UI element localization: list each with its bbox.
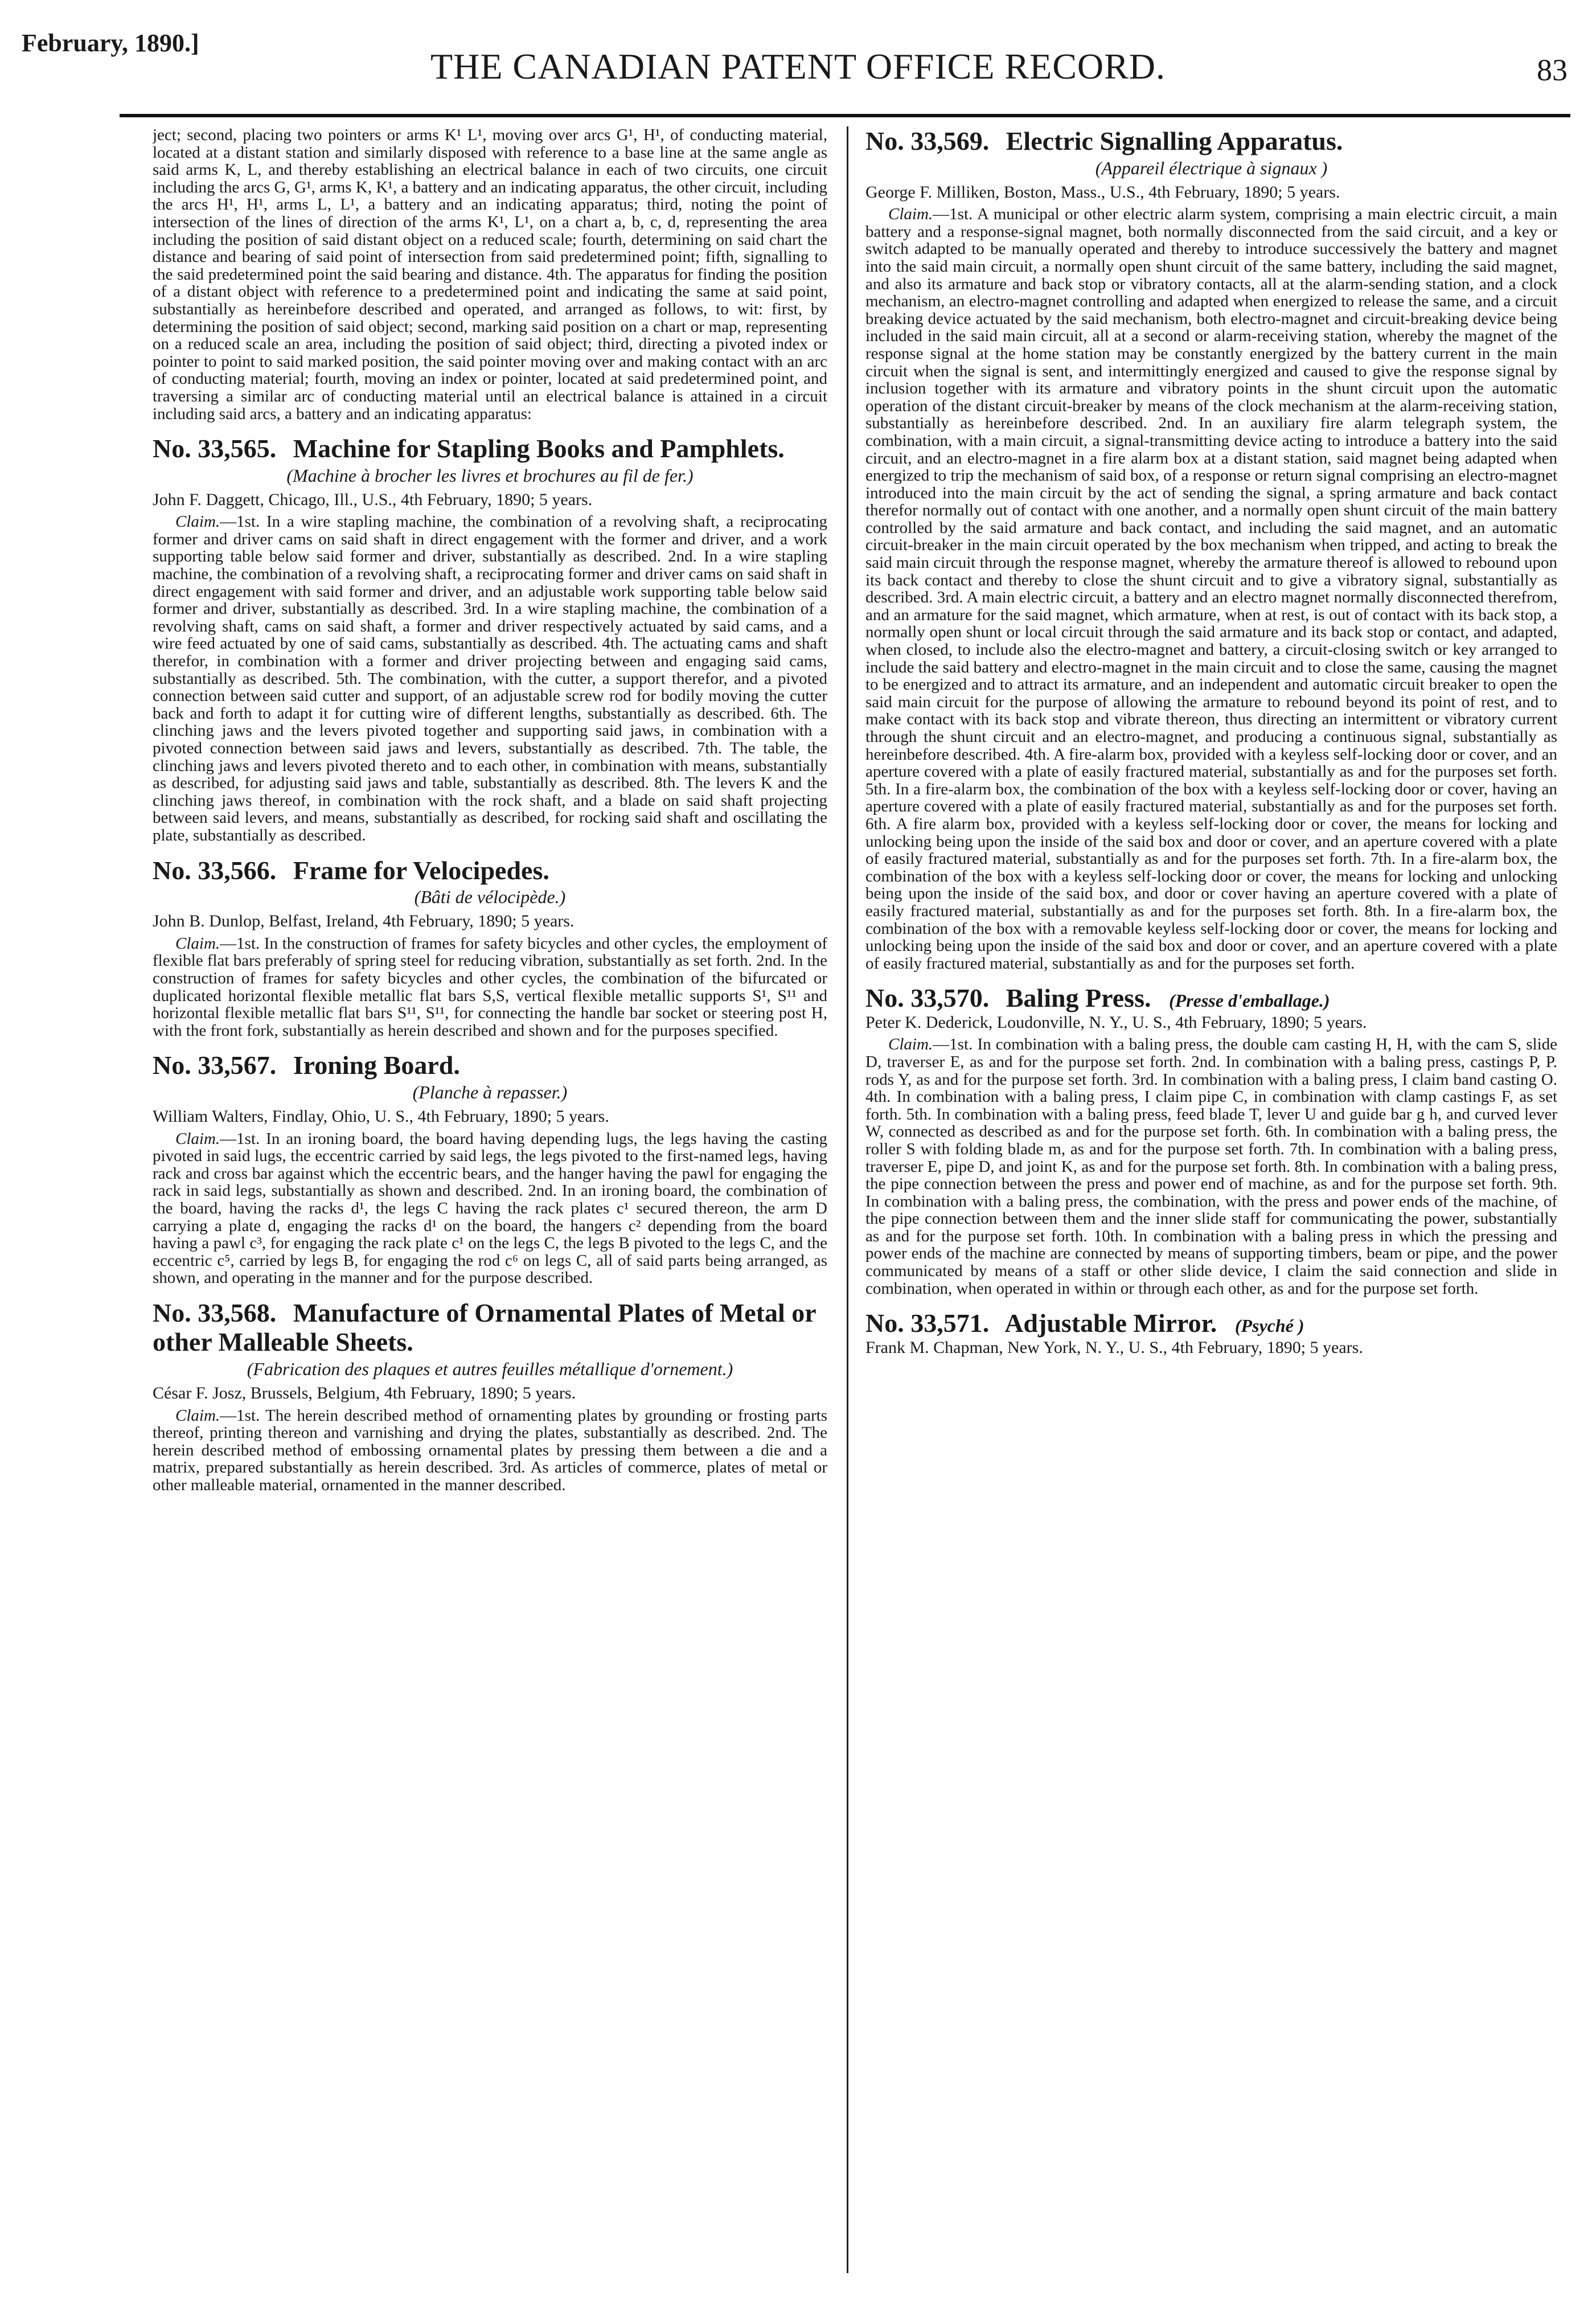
patent-number: No. 33,567.: [153, 1051, 277, 1080]
claim-text: —1st. In a wire stapling machine, the combination of a revolving shaft, a reciprocating former and driver cams on said shaft in direct engagement with the former and driver, and a work supporting table below said former and driver, substantially as described. 2nd. In a wire stapling machine, the combination of a revolving shaft, a reciprocating former and driver cams on said shaft in direct engagement with said former and driver, and an adjustable work supporting table below said former and driver, substantially as described. 3rd. In a wire stapling machine, the combination of a revolving shaft, cams on said shaft, a former and driver respectively actuated by said cams, and a wire feed actuated by one of said cams, substantially as described. 4th. The actuating cams and shaft therefor, in combination with a former and driver projecting between and engaging said cams, substantially as described. 5th. The combination, with the cutter, a support therefor, and a pivoted connection between said cutter and support, of an adjustable screw rod for bodily moving the cutter back and forth to adapt it for cutting wire of different lengths, substantially as described. 6th. The clinching jaws and the levers pivoted together and supporting said jaws, in combination with a pivoted connection between said jaws and levers, substantially as described. 7th. The table, the clinching jaws and levers pivoted thereto and to each other, in combination with means, substantially as described, for adjusting said jaws and table, substantially as described. 8th. The levers K and the clinching jaws thereof, in combination with the rock shaft, and a blade on said shaft projecting between said levers, and means, substantially as described, for rocking said shaft and oscillating the plate, substantially as described.: [153, 512, 827, 844]
claim-text: —1st. The herein described method of ornamenting plates by grounding or frosting parts thereof, printing thereon and varnishing and drying the plates, substantially as described. 2nd. The herein described method of embossing ornamental plates by pressing them between a die and a matrix, prepared substantially as herein described. 3rd. As articles of commerce, plates of metal or other malleable material, ornamented in the manner described.: [153, 1406, 827, 1494]
patent-title: Electric Signalling Apparatus.: [1006, 126, 1343, 155]
patent-claims: [153, 1407, 827, 1494]
claim-text: —1st. A municipal or other electric alarm system, comprising a main electric circuit, a main battery and a response-signal magnet, both normally disconnected from the said circuit, and a key or switch adapted to be manually operated and thereby to introduce successively the battery and magnet into the said main circuit, a normally open shunt circuit of the same battery, including the said magnet, and also its armature and back stop or vibratory contacts, all at the alarm-sending station, and a clock mechanism, an electro-magnet controlling and adapted when energized to release the same, and a circuit breaking device actuated by the said mechanism, both electro-magnet and circuit-breaking device being included in the said main circuit, all at a second or alarm-receiving station, whereby the magnet of the response signal at the home station may be constantly energized by the battery current in the main circuit when the signal is sent, and intermittingly energized and caused to give the response signal by inclusion together with its armature and vibratory points in the shunt circuit upon the automatic operation of the distant circuit-breaker by means of the clock mechanism at the alarm-receiving station, substantially as hereinbefore described. 2nd. In an auxiliary fire alarm telegraph system, the combination, with a main circuit, a signal-transmitting device acting to introduce a battery into the said circuit, and an electro-magnet in a fire alarm box at a distant station, said magnet being adapted when energized to trip the mechanism of said box, of a response or return signal comprising an electro-magnet introduced into the main circuit by the act of sending the signal, a spring armature and back contact therefor normally out of contact with one another, and a normally open shunt circuit of the main battery controlled by the said armature and back contact, and including the said magnet, and an automatic circuit-breaker in the main circuit operated by the box mechanism when tripped, and acting to break the said main circuit through the response magnet, whereby the armature thereof is allowed to rebound upon its back contact and thereby to close the shunt circuit and to give a vibratory signal, substantially as described. 3rd. A main electric circuit, a battery and an electro magnet normally disconnected therefrom, and an armature for the said magnet, which armature, when at rest, is out of contact with its back stop, a normally open shunt or local circuit through the said armature and its back stop or contact, and adapted, when closed, to include also the electro-magnet and battery, a circuit-closing switch or key arranged to include the said battery and electro-magnet in the main circuit and to close the same, causing the magnet to be energized and to attract its armature, and an independent and automatic circuit breaker to open the said main circuit for the purpose of allowing the armature to rebound beyond its point of rest, and to make contact with its back stop and vibrate thereon, thus directing an intermittent or vibratory current through the shunt circuit and an electro-magnet, and producing a continuous signal, substantially as hereinbefore described. 4th. A fire-alarm box, provided with a keyless self-locking door or cover, and an aperture covered with a plate of easily fractured material, substantially as and for the purposes set forth. 5th. In a fire-alarm box, the combination of the box with a keyless self-locking door or cover, having an aperture covered with a plate of easily fractured material, substantially as and for the purposes set forth. 6th. A fire alarm box, provided with a keyless self-locking door or cover, the means for locking and unlocking being upon the inside of the said box and door or cover, and an aperture covered with a plate of easily fractured material, substantially as and for the purposes set forth. 7th. In a fire-alarm box, the combination of the box with a keyless self-locking door or cover, the means for locking and unlocking being upon the inside of the said box, and door or cover having an aperture covered with a plate of easily fractured material, substantially as and for the purposes set forth. 8th. In a fire-alarm box, the combination of the box with a removable keyless self-locking door or cover, the means for locking and unlocking being upon the inside of the said box and door or cover, and an aperture covered with a plate of easily fractured material, substantially as and for the purposes set forth.: [865, 205, 1557, 973]
patent-french-title: (Psyché ): [1234, 1315, 1304, 1336]
patent-heading: [153, 856, 827, 885]
patent-inventor: César F. Josz, Brussels, Belgium, 4th February, 1890; 5 years.: [153, 1384, 576, 1403]
patent-entry: [865, 983, 1557, 1297]
claim-text: —1st. In the construction of frames for safety bicycles and other cycles, the employment of flexible flat bars preferably of spring steel for reducing vibration, substantially as set forth. 2nd. In the construction of frames for safety bicycles and other cycles, the combination of the bifurcated or duplicated horizontal flexible metallic flat bars S,S, vertical flexible metallic supports S¹, S¹¹ and horizontal flexible metallic flat bars S¹¹, S¹¹, for connecting the handle bar socket or steering post H, with the front fork, substantially as herein described and shown and for the purposes specified.: [153, 934, 827, 1040]
left-column: [153, 126, 827, 2285]
patent-number: No. 33,565.: [153, 434, 277, 464]
right-column: [865, 126, 1557, 2267]
claim-lead: Claim.: [175, 934, 220, 953]
patent-french-title: (Bâti de vélocipède.): [414, 887, 566, 908]
patent-number: No. 33,566.: [153, 855, 277, 885]
patent-entry: [153, 1298, 827, 1494]
patent-number: No. 33,571.: [865, 1309, 990, 1338]
patent-inventor: George F. Milliken, Boston, Mass., U.S., 4th February, 1890; 5 years.: [865, 182, 1340, 202]
patent-number: No. 33,569.: [865, 126, 990, 155]
patent-title: Machine for Stapling Books and Pamphlets.: [293, 434, 785, 464]
claim-text: —1st. In an ironing board, the board having depending lugs, the legs having the casting pivoted in said lugs, the eccentric carried by said legs, the legs pivoted to the first-named legs, having rack and cross bar against which the eccentric bears, and the hanger having the pawl for engaging the rack in said legs, substantially as shown and described. 2nd. In an ironing board, the combination of the board, having the racks d¹, the legs C having the rack plates c¹ secured thereon, the arm D carrying a plate d, engaging the racks d¹ on the board, the hangers c² depending from the board having a pawl c³, for engaging the rack plate c¹ on the legs C, the legs B pivoted to the legs C, and the eccentric c⁵, carried by legs B, for engaging the rod c⁶ on legs C, all of said parts being arranged, as shown, and operating in the manner and for the purpose described.: [153, 1129, 827, 1287]
patent-entry: [153, 856, 827, 1040]
patent-title: Ironing Board.: [293, 1051, 460, 1080]
patent-inventor: Frank M. Chapman, New York, N. Y., U. S., 4th February, 1890; 5 years.: [865, 1338, 1363, 1357]
claim-lead: Claim.: [175, 1406, 220, 1425]
patent-claims: [153, 513, 827, 844]
patent-french-title: (Machine à brocher les livres et brochures au fil de fer.): [286, 465, 694, 486]
patent-claims: [153, 1130, 827, 1287]
column-divider: [847, 126, 848, 2273]
patent-number: No. 33,570.: [865, 983, 990, 1013]
patent-french-title: (Presse d'emballage.): [1168, 990, 1330, 1011]
patent-inventor: William Walters, Findlay, Ohio, U. S., 4th February, 1890; 5 years.: [153, 1107, 609, 1126]
claim-text: —1st. In combination with a baling press, the double cam casting H, H, with the cam S, slide D, traverser E, as and for the purpose set forth. 2nd. In combination with a baling press, castings P, P. rods Y, as and for the purpose set forth. 3rd. In combination with a baling press, I claim band casting O. 4th. In combination with a baling press, I claim pipe C, in combination with clamp castings F, as set forth. 5th. In combination with a baling press, feed blade T, lever U and guide bar g h, and curved lever W, connected as described as and for the purpose set forth. 6th. In combination with a baling press, the roller S with folding blade m, as and for the purpose set forth. 7th. In combination with a baling press, traverser E, pipe D, and joint K, as and for the purpose set forth. 8th. In combination with a baling press, the pipe connection between the press and power end of machine, as and for the purpose set forth. 9th. In combination with a baling press, the combination, with the press and power ends of the machine, of the pipe connection between them and the inner slide staff for communicating the power, substantially as and for the purpose set forth. 10th. In combination with a baling press in which the pressing and power ends of the machine are connected by means of supporting timbers, beam or pipe, and the power communicated by means of a staff or other slide device, I claim the said connection and slide in combination, when operated in within or through each other, as and for the purpose set forth.: [865, 1035, 1557, 1298]
patent-french-title: (Fabrication des plaques et autres feuilles métallique d'ornement.): [247, 1358, 733, 1379]
patent-heading: [153, 1051, 827, 1080]
header-rule: [120, 114, 1570, 117]
patent-entry: [865, 126, 1557, 972]
patent-claims: [865, 1036, 1557, 1297]
header-date: February, 1890.]: [22, 29, 199, 57]
patent-claims: [153, 935, 827, 1040]
page-title: THE CANADIAN PATENT OFFICE RECORD.: [430, 46, 1166, 87]
patent-title: Frame for Velocipedes.: [293, 855, 549, 885]
patent-heading: [153, 434, 827, 464]
patent-title: Manufacture of Ornamental Plates of Metal or other Malleable Sheets.: [153, 1298, 816, 1357]
page-number: 83: [1537, 53, 1568, 87]
patent-heading: [153, 1298, 827, 1357]
patent-inventor: John B. Dunlop, Belfast, Ireland, 4th February, 1890; 5 years.: [153, 912, 575, 931]
patent-title: Baling Press.: [1006, 983, 1151, 1013]
patent-claims: [865, 206, 1557, 972]
continued-text: ject; second, placing two pointers or arms K¹ L¹, moving over arcs G¹, H¹, of conducting material, located at a distant station and similarly disposed with reference to a base line at the same angle as said arms K, L, and thereby establishing an electrical balance in each of two circuits, one circuit including the arcs G, G¹, arms K, K¹, a battery and an indicating apparatus, the other circuit, including the arcs H¹, H¹, arms L, L¹, a battery and an indicating apparatus; third, noting the point of intersection of the lines of direction of the arms K¹, L¹, on a chart a, b, c, d, representing the area including the position of said distant object on a reduced scale; fourth, determining on said chart the distance and bearing of said point of intersection from said predetermined point; fifth, signalling to the said predetermined point the said bearing and distance. 4th. The apparatus for finding the position of a distant object with reference to a predetermined point and indicating the same at said point, substantially as hereinbefore described and operated, and arranged as follows, to wit: first, by determining the position of said object; second, marking said position on a chart or map, representing on a reduced scale an area, including the position of said object; third, directing a pivoted index or pointer to point to said marked position, the said pointer moving over and making contact with an arc of conducting material; fourth, moving an index or pointer, located at said predetermined point, and traversing a similar arc of conducting material until an electrical balance is attained in a circuit including said arcs, a battery and an indicating apparatus:: [153, 126, 827, 423]
claim-lead: Claim.: [175, 1129, 220, 1148]
patent-inventor: John F. Daggett, Chicago, Ill., U.S., 4th February, 1890; 5 years.: [153, 490, 593, 509]
patent-heading: [865, 126, 1557, 156]
patent-inventor: Peter K. Dederick, Loudonville, N. Y., U. S., 4th February, 1890; 5 years.: [865, 1012, 1367, 1032]
claim-lead: Claim.: [888, 1035, 933, 1054]
patent-title: Adjustable Mirror.: [1004, 1309, 1217, 1338]
patent-french-title: (Planche à repasser.): [412, 1081, 568, 1102]
patent-entry: [153, 434, 827, 844]
patent-heading: [865, 1309, 1557, 1338]
patent-number: No. 33,568.: [153, 1298, 277, 1327]
claim-lead: Claim.: [175, 512, 220, 531]
patent-entry: [865, 1309, 1557, 1357]
patent-entry: [153, 1051, 827, 1287]
claim-lead: Claim.: [888, 205, 933, 224]
patent-french-title: (Appareil électrique à signaux ): [1095, 157, 1328, 178]
patent-heading: [865, 983, 1557, 1013]
